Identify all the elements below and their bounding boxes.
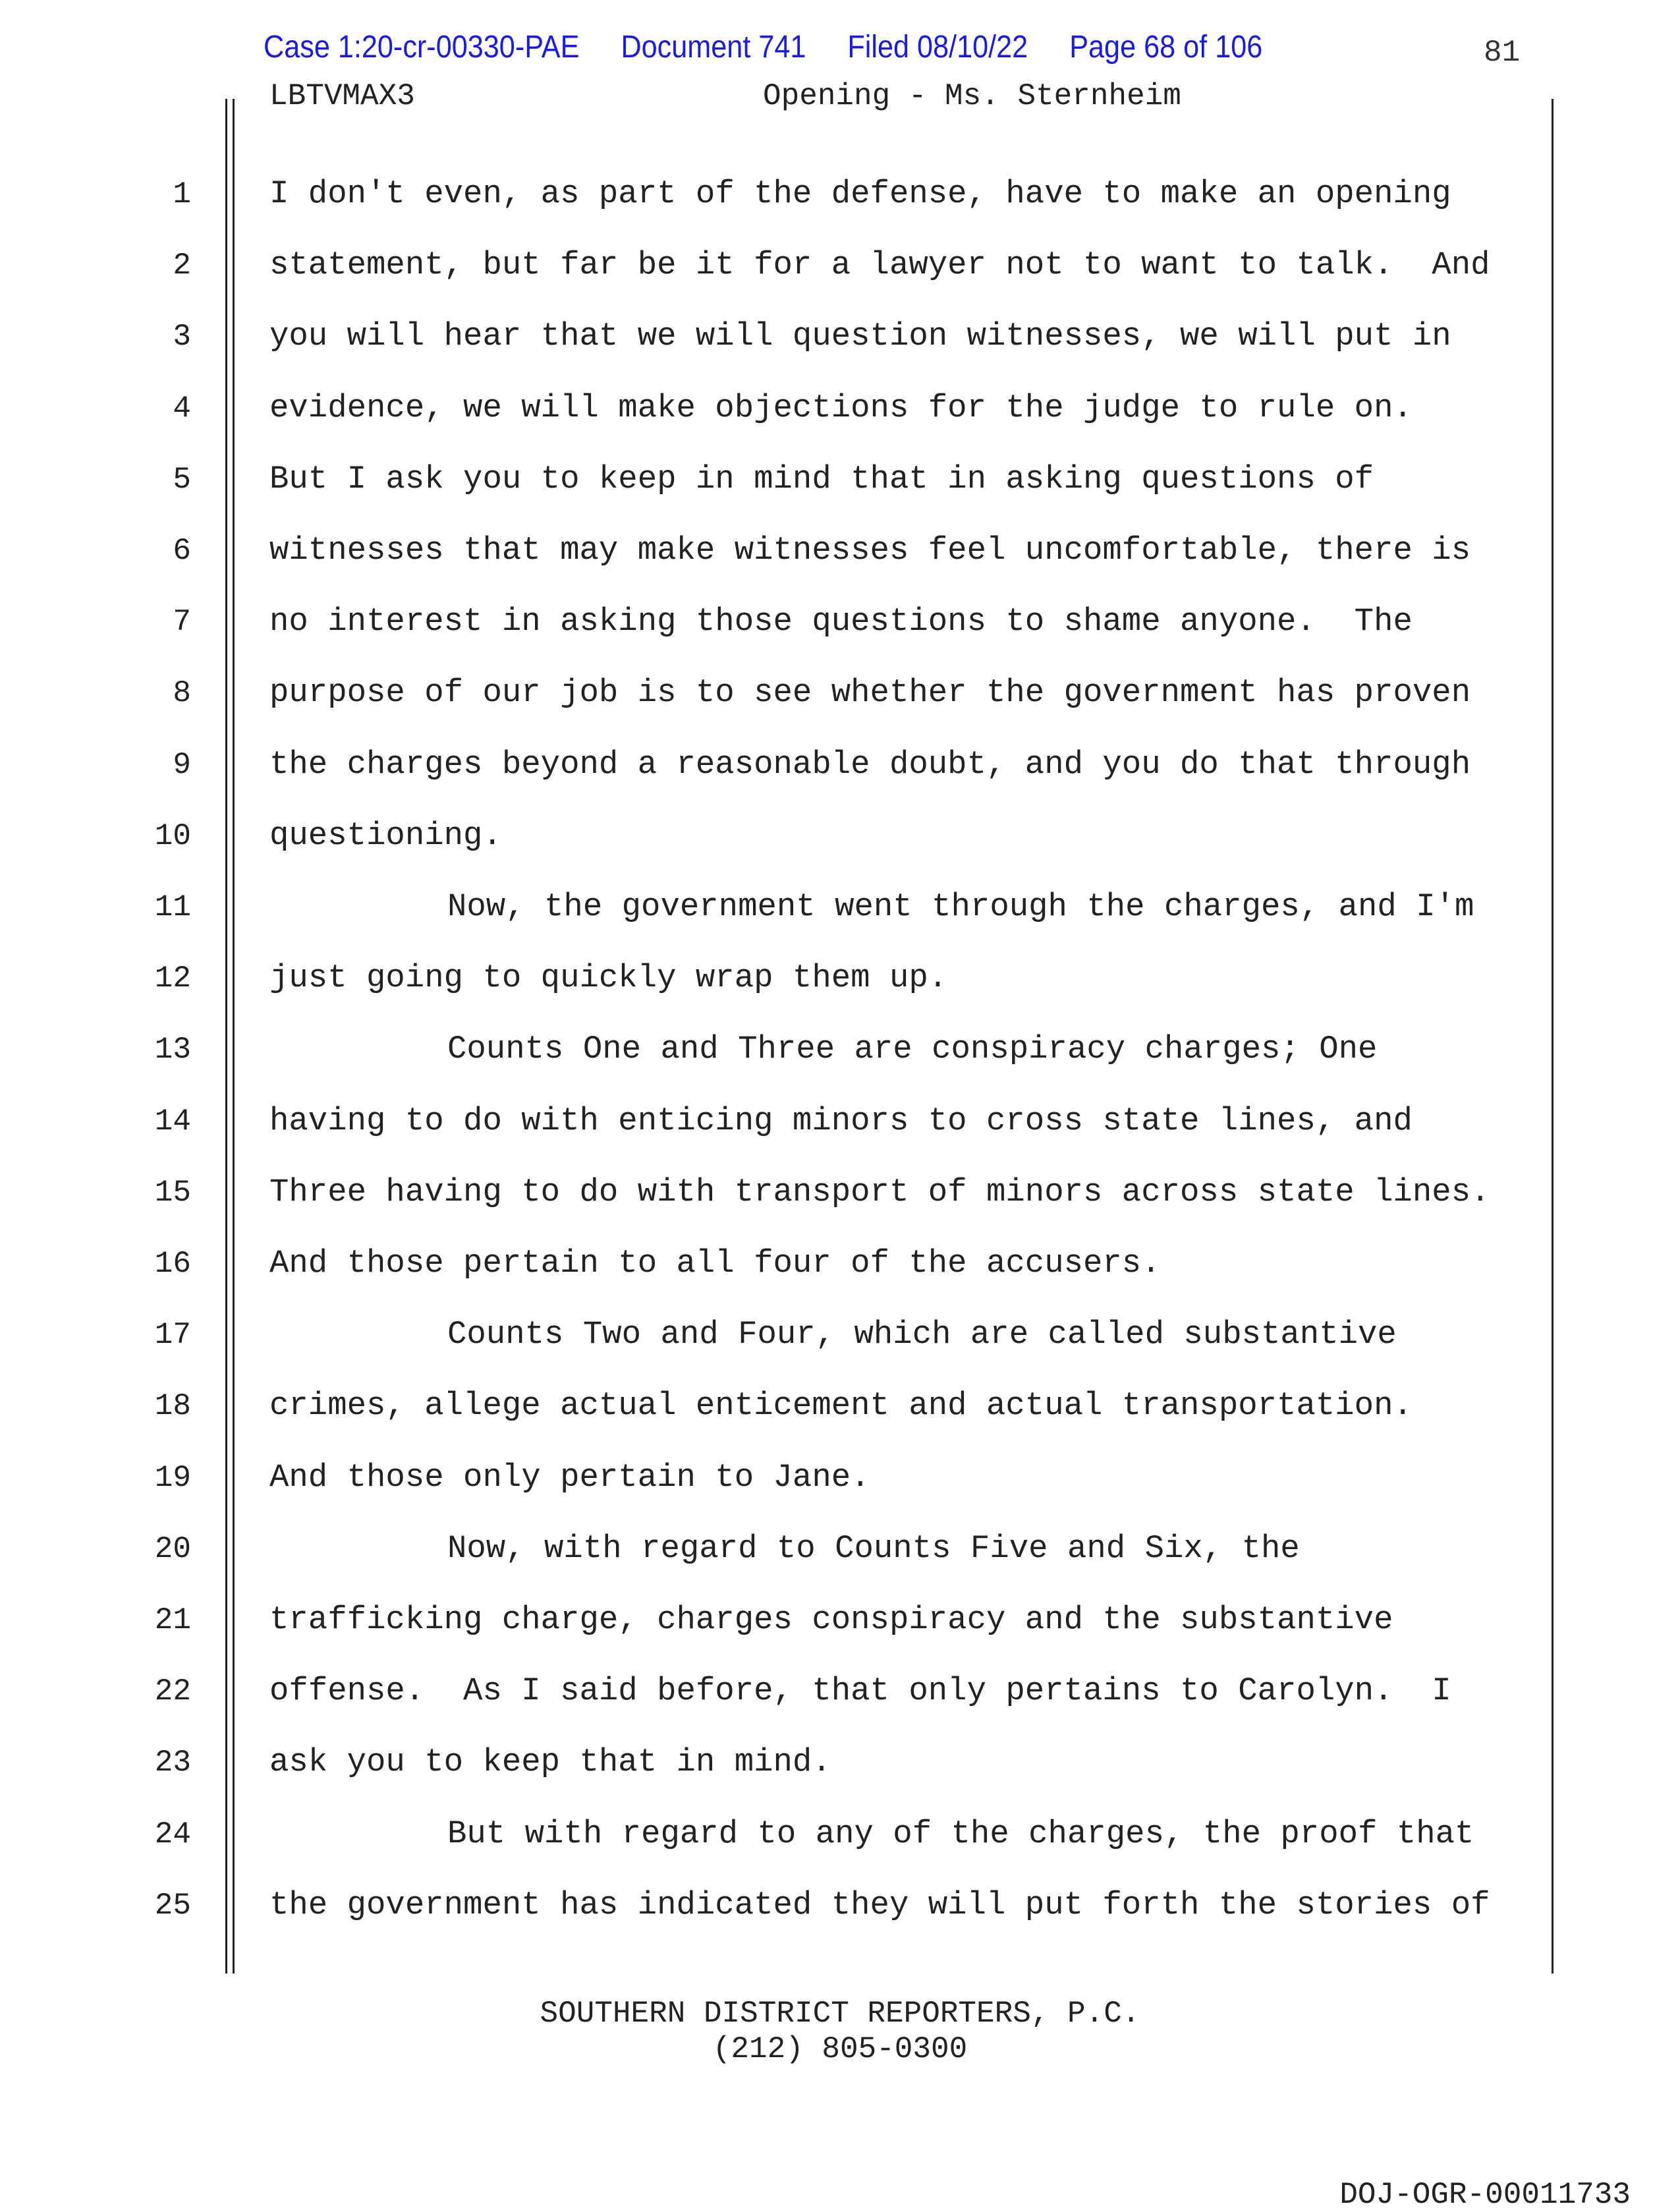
line-number: 18: [154, 1389, 191, 1424]
line-number: 15: [154, 1175, 191, 1210]
case-number: Case 1:20-cr-00330-PAE: [264, 30, 580, 65]
line-number: 16: [154, 1247, 191, 1281]
transcript-section-title: Opening - Ms. Sternheim: [763, 79, 1181, 113]
line-number: 8: [173, 676, 191, 711]
line-number: 22: [154, 1674, 191, 1709]
line-number: 11: [154, 890, 191, 924]
document-number: Document 741: [621, 30, 806, 65]
transcript-line: But with regard to any of the charges, the proof that: [447, 1815, 1474, 1852]
line-number: 12: [154, 961, 191, 996]
transcript-line: Three having to do with transport of minors across state lines.: [269, 1173, 1490, 1210]
transcript-line: Now, with regard to Counts Five and Six, the: [447, 1529, 1300, 1567]
line-number: 25: [154, 1888, 191, 1923]
transcript-line: no interest in asking those questions to shame anyone. The: [269, 603, 1413, 640]
line-number: 14: [154, 1104, 191, 1139]
line-number: 5: [173, 462, 191, 497]
transcript-line: you will hear that we will question witnesses, we will put in: [269, 318, 1451, 355]
line-number: 13: [154, 1033, 191, 1067]
transcript-line: And those only pertain to Jane.: [269, 1458, 870, 1496]
filing-stamp: [264, 29, 1304, 65]
line-number: 4: [173, 391, 191, 426]
line-number: 10: [154, 818, 191, 853]
transcript-line: witnesses that may make witnesses feel uncomfortable, there is: [269, 532, 1471, 569]
transcript-line: crimes, allege actual enticement and actual transportation.: [269, 1387, 1413, 1425]
line-number: 7: [173, 605, 191, 640]
transcript-line: Counts One and Three are conspiracy charges; One: [447, 1031, 1378, 1068]
transcript-line: evidence, we will make objections for the judge to rule on.: [269, 389, 1413, 426]
transcript-line: And those pertain to all four of the accusers.: [269, 1245, 1161, 1282]
transcript-line: questioning.: [269, 816, 502, 854]
bates-number: DOJ-OGR-00011733: [1339, 2178, 1631, 2212]
left-margin-rule-inner: [233, 99, 235, 1973]
transcript-line: just going to quickly wrap them up.: [269, 959, 948, 997]
transcript-line: offense. As I said before, that only pertains to Carolyn. I: [269, 1672, 1451, 1710]
line-number: 17: [154, 1318, 191, 1353]
line-number: 23: [154, 1745, 191, 1780]
transcript-line: ask you to keep that in mind.: [269, 1744, 831, 1781]
reporter-phone: (212) 805-0300: [712, 2032, 968, 2066]
transcript-line: having to do with enticing minors to cross state lines, and: [269, 1102, 1413, 1139]
line-number: 3: [173, 320, 191, 354]
left-margin-rule: [225, 99, 227, 1973]
transcript-line: the charges beyond a reasonable doubt, and you do that through: [269, 745, 1471, 783]
transcript-line: Now, the government went through the charges, and I'm: [447, 888, 1474, 925]
line-number: 2: [173, 248, 191, 283]
line-number: 1: [173, 177, 191, 212]
line-number: 6: [173, 534, 191, 568]
line-number: 24: [154, 1817, 191, 1852]
transcript-line: trafficking charge, charges conspiracy and the substantive: [269, 1601, 1393, 1638]
transcript-page-number: 81: [1484, 36, 1521, 70]
line-number: 19: [154, 1460, 191, 1495]
transcript-line: Counts Two and Four, which are called substantive: [447, 1316, 1397, 1353]
transcript-line: statement, but far be it for a lawyer not to want to talk. And: [269, 246, 1490, 284]
transcript-line: purpose of our job is to see whether the government has proven: [269, 674, 1471, 712]
transcript-line: But I ask you to keep in mind that in asking questions of: [269, 460, 1374, 497]
transcript-line: the government has indicated they will put forth the stories of: [269, 1886, 1490, 1923]
transcript-code: LBTVMAX3: [269, 79, 415, 113]
line-number: 9: [173, 747, 191, 782]
filed-date: Filed 08/10/22: [847, 30, 1028, 65]
transcript-line: I don't even, as part of the defense, have to make an opening: [269, 175, 1451, 212]
reporter-name: SOUTHERN DISTRICT REPORTERS, P.C.: [540, 1997, 1140, 2031]
right-margin-rule: [1552, 99, 1554, 1973]
line-number: 20: [154, 1531, 191, 1566]
page-count: Page 68 of 106: [1069, 30, 1263, 65]
line-number: 21: [154, 1603, 191, 1637]
